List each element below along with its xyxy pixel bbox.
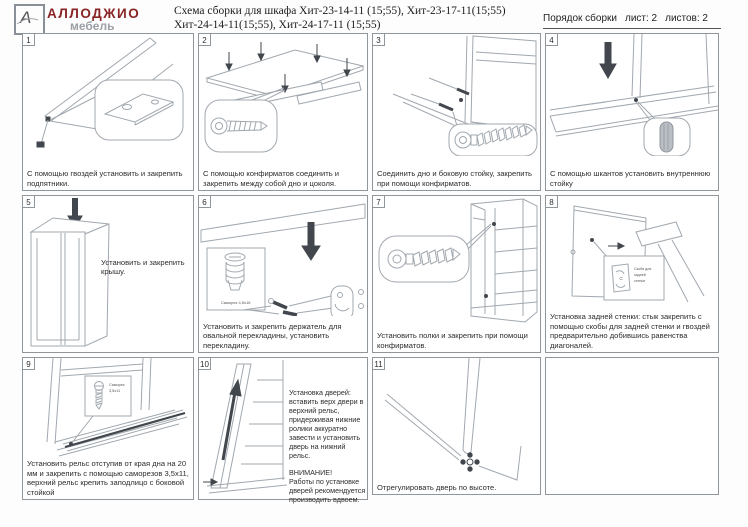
footplate-small-icon (37, 142, 44, 147)
sheets-total: листов: 2 (665, 13, 708, 24)
brand-logo (14, 4, 45, 35)
panel-number: 7 (372, 195, 385, 208)
callout-label-line: Саморез (109, 383, 125, 387)
sheet-info (543, 13, 721, 29)
step-panel-6 (198, 195, 368, 353)
footplate-nails-drawing (23, 34, 193, 154)
step-panel-4 (545, 33, 719, 191)
callout-label-line: Скоба для (634, 267, 652, 271)
panel-caption: Соединить дно и боковую стойку, закрепить при помощи конфирматов. (377, 169, 532, 188)
panel-number: 5 (22, 195, 35, 208)
step-panel-2 (198, 33, 368, 191)
callout-label: Саморез 4,5х16 (221, 300, 251, 305)
callout-label-line: задней (634, 273, 646, 277)
screw-icon (411, 94, 463, 110)
screw-icon (269, 299, 288, 309)
step-panel-3 (372, 33, 541, 191)
sheet-number: лист: 2 (624, 13, 658, 24)
nail-icon (591, 239, 594, 242)
wardrobe-carcass (471, 199, 537, 322)
panel-caption: Отрегулировать дверь по высоте. (377, 482, 497, 492)
panel-number: 8 (545, 195, 558, 208)
callout-label-line: стенки (634, 279, 645, 283)
panel-text-block (289, 388, 367, 504)
door-install-drawing (199, 358, 289, 499)
step-panel-1 (22, 33, 194, 191)
panel-caption: С помощью гвоздей установить и закрепить подпятники. (27, 169, 183, 188)
sliding-door (211, 364, 251, 488)
panel-caption: С помощью шкантов установить внутреннюю стойку (550, 169, 711, 188)
inner-upright-drawing (546, 34, 718, 156)
panel-number: 4 (545, 33, 558, 46)
panel-caption: Установка дверей: вставить верх двери в верхний рельс, придерживая нижние ролики аккуратно завести и установить дверь на нижний рельс. (289, 388, 364, 460)
back-wall-bracket-icon (612, 264, 630, 292)
down-arrow-icon (302, 222, 320, 260)
order-label: Порядок сборки (543, 13, 617, 24)
bottom-plinth-drawing (199, 34, 367, 156)
brand-subtitle: мебель (70, 19, 115, 33)
panel-number: 11 (372, 357, 385, 370)
panel-number: 2 (198, 33, 211, 46)
panel-number: 10 (198, 357, 211, 370)
title-line-2: Хит-24-14-11(15;55), Хит-24-17-11 (15;55) (174, 19, 381, 32)
step-panel-9 (22, 357, 194, 500)
step-panel-10 (198, 357, 368, 504)
panel-caption: Установить и закрепить держатель для овальной перекладины, установить перекладину. (203, 321, 342, 350)
warning-title: ВНИМАНИЕ! (289, 468, 333, 477)
height-adjuster-icon (461, 453, 479, 471)
brand-name: АЛЛОДЖИО (47, 6, 141, 21)
panel-caption: Установить рельс отступив от края дна на 20 мм и закрепить с помощью саморезов 3,5х11, верхний рельс крепить заподлицо с боковой стойкой (27, 459, 189, 497)
rail-holder-drawing (199, 196, 367, 316)
step-panel-7 (372, 195, 541, 353)
dowel-hole (635, 99, 638, 102)
svg-text:⊂: ⊂ (619, 276, 624, 282)
panel-number: 6 (198, 195, 211, 208)
step-panel-8 (545, 195, 719, 353)
back-panel-drawing (546, 196, 718, 304)
panel-caption: Установить полки и закрепить при помощи конфирматов. (377, 331, 528, 350)
dowel-icon (660, 122, 673, 152)
step-panel-11 (372, 357, 541, 495)
panel-number: 3 (372, 33, 385, 46)
panel-number: 9 (22, 357, 35, 370)
svg-text:А: А (20, 8, 32, 27)
panel-caption: С помощью конфирматов соединить и закрепить между собой дно и цоколя. (203, 169, 340, 188)
brand-logo-icon (16, 6, 39, 29)
shelves-drawing (373, 196, 540, 326)
callout-box (85, 376, 131, 416)
empty-panel (545, 357, 719, 495)
panel-caption: Установить и закрепить крышу. (101, 258, 185, 277)
warning-text: Работы по установке дверей рекомендуется производить вдвоем. (289, 477, 366, 504)
page-title (174, 4, 574, 33)
callout-label-line: 3,5х11 (109, 389, 121, 393)
panel-number: 1 (22, 33, 35, 46)
down-arrow-icon (600, 42, 616, 78)
screw-icon (429, 78, 469, 94)
rail-holder-bracket-icon (331, 286, 364, 316)
door-adjust-drawing (373, 358, 540, 483)
title-line-1: Схема сборки для шкафа Хит-23-14-11 (15;55), Хит-23-17-11(15;55) (174, 5, 506, 17)
screw-icon (283, 312, 297, 315)
side-panel-drawing (373, 34, 540, 156)
step-panel-5 (22, 195, 194, 353)
bottom-rail-drawing (23, 358, 193, 458)
panel-caption: Установка задней стенки: стык закрепить с помощью скобы для задней стенки и гвоздей предварительно добившись равенства диагоналей. (550, 312, 710, 350)
